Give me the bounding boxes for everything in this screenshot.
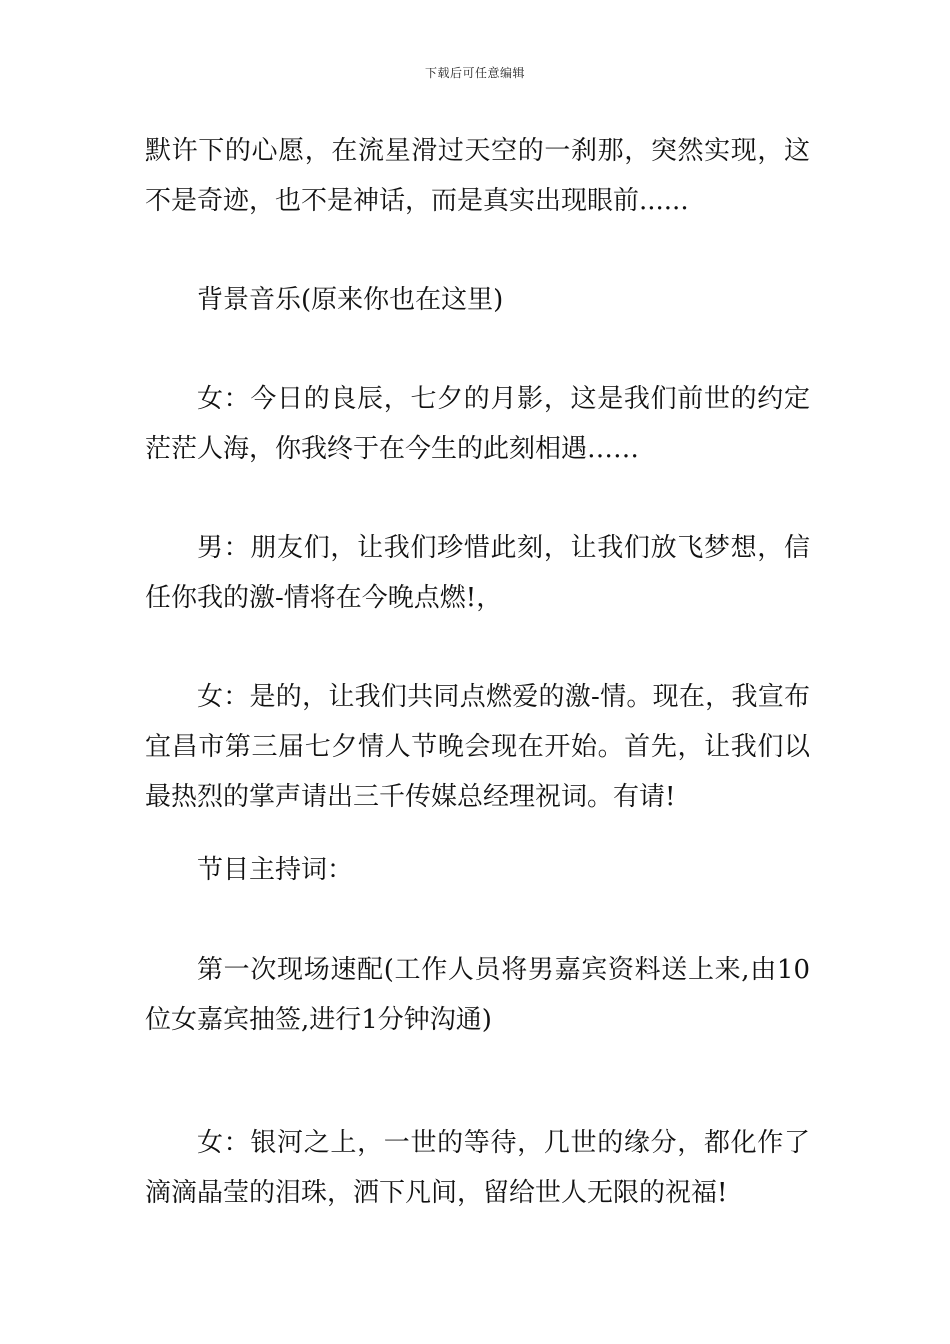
text-line: 位女嘉宾抽签,进行1分钟沟通): [145, 1005, 492, 1035]
text-line: 节目主持词：: [197, 855, 354, 885]
text-line: 女：银河之上，一世的等待，几世的缘分，都化作了: [197, 1128, 810, 1158]
text-line: 第一次现场速配(工作人员将男嘉宾资料送上来,由10: [197, 955, 810, 985]
paragraph-wish: [145, 126, 810, 226]
text-line: 默许下的心愿，在流星滑过天空的一刹那，突然实现，这: [145, 136, 810, 166]
paragraph-female-host-2: [145, 672, 810, 822]
paragraph-speed-dating: [145, 945, 810, 1045]
text-line: 背景音乐(原来你也在这里): [197, 285, 504, 315]
paragraph-male-host: [145, 523, 810, 623]
text-line: 男：朋友们，让我们珍惜此刻，让我们放飞梦想，信: [197, 533, 810, 563]
text-line: 不是奇迹，也不是神话，而是真实出现眼前......: [145, 186, 689, 216]
paragraph-background-music: [145, 275, 810, 325]
text-line: 滴滴晶莹的泪珠，洒下凡间，留给世人无限的祝福!: [145, 1178, 728, 1208]
paragraph-female-host-3: [145, 1118, 810, 1218]
paragraph-program-heading: [145, 845, 810, 895]
paragraph-female-host-1: [145, 374, 810, 474]
text-line: 女：是的，让我们共同点燃爱的激-情。现在，我宣布: [197, 682, 810, 712]
text-line: 女：今日的良辰，七夕的月影，这是我们前世的约定: [197, 384, 810, 414]
text-line: 任你我的激-情将在今晚点燃!，: [145, 583, 503, 613]
text-line: 最热烈的掌声请出三千传媒总经理祝词。有请!: [145, 782, 676, 812]
page-header: 下载后可任意编辑: [424, 66, 525, 80]
text-line: 宜昌市第三届七夕情人节晚会现在开始。首先，让我们以: [145, 732, 810, 762]
text-line: 茫茫人海，你我终于在今生的此刻相遇……: [145, 434, 640, 464]
